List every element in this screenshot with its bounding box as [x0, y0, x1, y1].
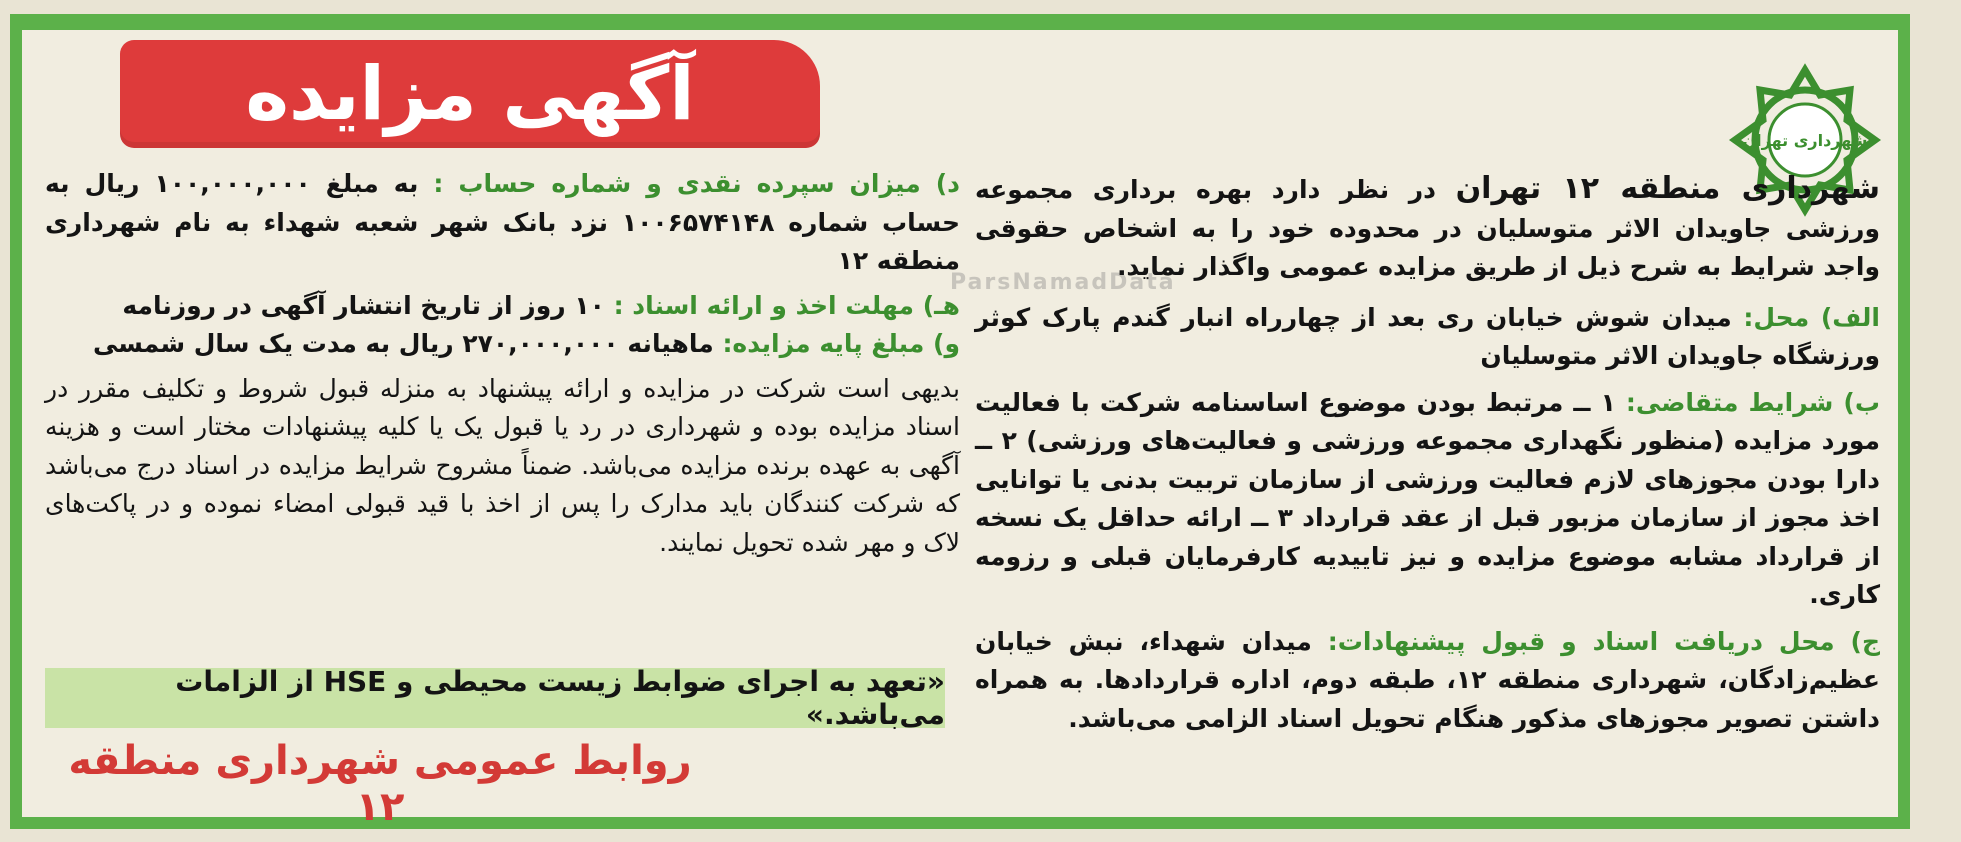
- section-he: [45, 287, 960, 326]
- be-text: ۱ ــ مرتبط بودن موضوع اساسنامه شرکت با فعالیت مورد مزایده (منظور نگهداری مجموعه ورزشی و فعالیت‌های ورزشی) ۲ ــ دارا بودن مجوزهای لازم فعالیت ورزشی از سازمان تربیت بدنی یا توانایی اخذ مجوز از سازمان مزبور قبل از عقد قرارداد ۳ ــ ارائه حداقل یک نسخه از قرارداد مشابه موضوع مزایده و نیز تاییدیه کارفرمایان قبلی و رزومه کاری.: [975, 387, 1880, 609]
- top-border-line: [22, 26, 1898, 30]
- general-terms: بدیهی است شرکت در مزایده و ارائه پیشنهاد به منزله قبول شروط و تکلیف مقرر در اسناد مزایده بوده و شهرداری در رد یا قبول یک یا کلیه پیشنهادات مختار است و هزینه آگهی به عهده برنده مزایده می‌باشد. ضمناً مشروح شرایط مزایده در اسناد درج می‌باشد که شرکت کنندگان باید مدارک را پس از اخذ با قید قبولی امضاء نموده و در پاکت‌های لاک و مهر شده تحویل نمایند.: [45, 373, 960, 557]
- alef-heading: الف) محل:: [1743, 302, 1880, 332]
- section-alef: [975, 299, 1880, 376]
- hse-text: «تعهد به اجرای ضوابط زیست محیطی و HSE از الزامات می‌باشد.»: [175, 665, 945, 731]
- section-dal: [45, 165, 960, 281]
- be-heading: ب) شرایط متقاضی:: [1625, 387, 1880, 417]
- hse-notice: [45, 665, 945, 731]
- he-heading: هـ) مهلت اخذ و ارائه اسناد :: [613, 290, 960, 320]
- dal-text: به مبلغ ۱۰۰,۰۰۰,۰۰۰ ریال به حساب شماره ۱۰۰۶۵۷۴۱۴۸ نزد بانک شهر شعبه شهداء به نام شهرداری منطقه ۱۲: [45, 169, 960, 275]
- section-be: [975, 384, 1880, 615]
- right-column: [975, 170, 1880, 738]
- left-column: [45, 165, 960, 562]
- intro-paragraph: [975, 170, 1880, 287]
- footer-signature: روابط عمومی شهرداری منطقه ۱۲: [68, 738, 692, 830]
- alef-text: میدان شوش خیابان ری بعد از چهارراه انبار گندم پارک کوثر ورزشگاه جاویدان الاثر متوسلیان: [975, 302, 1880, 370]
- he-text: ۱۰ روز از تاریخ انتشار آگهی در روزنامه: [122, 290, 614, 320]
- watermark: ParsNamadData: [950, 270, 1176, 295]
- jim-heading: ج) محل دریافت اسناد و قبول پیشنهادات:: [1327, 626, 1880, 656]
- dal-heading: د) میزان سپرده نقدی و شماره حساب :: [433, 169, 960, 198]
- intro-lead: شهرداری منطقه ۱۲ تهران: [1455, 171, 1880, 206]
- banner-title: آگهی مزایده: [245, 51, 695, 137]
- section-jim: [975, 623, 1880, 739]
- jim-text: میدان شهداء، نبش خیابان عظیم‌زادگان، شهرداری منطقه ۱۲، طبقه دوم، اداره قراردادها. به همراه داشتن تصویر مجوزهای مذکور هنگام تحویل اسناد الزامی می‌باشد.: [975, 626, 1880, 733]
- logo-caption: شهرداری تهران: [1742, 131, 1868, 150]
- title-banner: [120, 40, 820, 148]
- intro-text: در نظر دارد بهره برداری مجموعه ورزشی جاویدان الاثر متوسلیان در محدوده خود را به اشخاص حقوقی واجد شرایط به شرح ذیل از طریق مزایده عمومی واگذار نماید.: [975, 175, 1880, 281]
- vav-heading: و) مبلغ پایه مزایده:: [722, 329, 960, 358]
- section-vav: [45, 325, 960, 364]
- vav-text: ماهیانه ۲۷۰,۰۰۰,۰۰۰ ریال به مدت یک سال شمسی: [92, 329, 723, 358]
